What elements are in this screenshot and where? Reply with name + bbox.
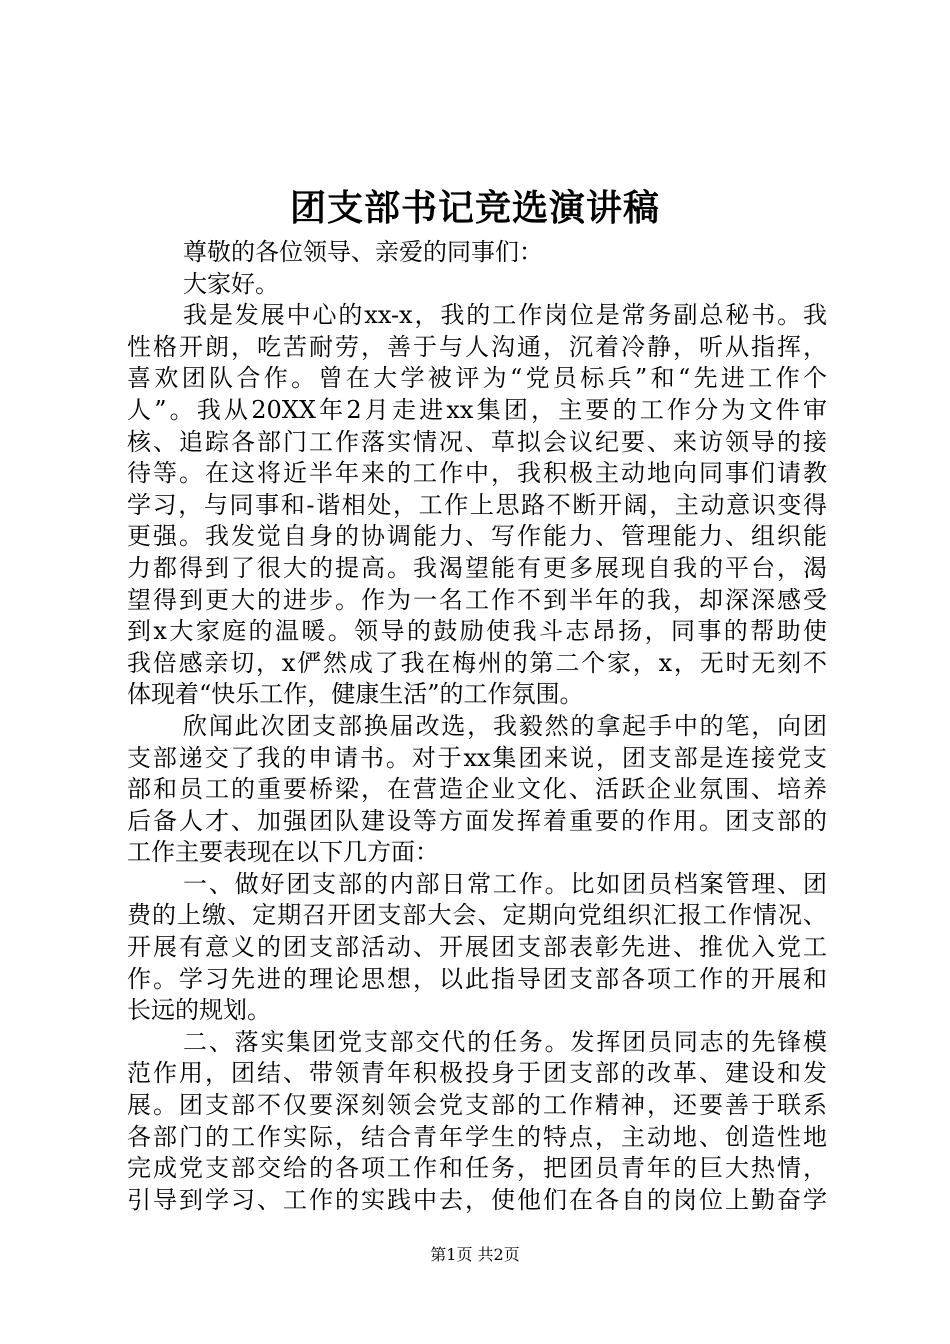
text-line: 待等。在这将近半年来的工作中，我积极主动地向同事们请教 (127, 459, 827, 488)
text-line: 范作用，团结、带领青年积极投身于团支部的改革、建设和发 (127, 1059, 827, 1088)
text-line: 二、落实集团党支部交代的任务。发挥团员同志的先锋模 (183, 1027, 827, 1056)
text-line: 各部门的工作实际，结合青年学生的特点，主动地、创造性地 (127, 1122, 827, 1151)
text-line: 开展有意义的团支部活动、开展团支部表彰先进、推优入党工 (127, 933, 827, 962)
text-line: 我是发展中心的xx-x，我的工作岗位是常务副总秘书。我 (183, 301, 827, 330)
text-line: 力都得到了很大的提高。我渴望能有更多展现自我的平台，渴 (127, 553, 827, 582)
text-line: 望得到更大的进步。作为一名工作不到半年的我，却深深感受 (127, 585, 827, 614)
document-title: 团支部书记竞选演讲稿 (289, 187, 660, 229)
text-line: 欣闻此次团支部换届改选，我毅然的拿起手中的笔，向团 (183, 711, 827, 740)
text-line: 完成党支部交给的各项工作和任务，把团员青年的巨大热情， (127, 1154, 827, 1183)
text-line: 体现着“快乐工作，健康生活”的工作氛围。 (127, 680, 584, 709)
text-line: 支部递交了我的申请书。对于xx集团来说，团支部是连接党支 (127, 743, 827, 772)
text-line: 作。学习先进的理论思想，以此指导团支部各项工作的开展和 (127, 964, 827, 993)
text-line: 核、追踪各部门工作落实情况、草拟会议纪要、来访领导的接 (127, 427, 827, 456)
text-line: 一、做好团支部的内部日常工作。比如团员档案管理、团 (183, 869, 827, 898)
text-line: 尊敬的各位领导、亲爱的同事们： (183, 238, 543, 266)
text-line: 更强。我发觉自身的协调能力、写作能力、管理能力、组织能 (127, 522, 827, 551)
text-line: 长远的规划。 (127, 996, 271, 1025)
document-body (127, 237, 827, 1216)
text-line: 我倍感亲切，x俨然成了我在梅州的第二个家，x，无时无刻不 (127, 648, 827, 677)
text-line: 后备人才、加强团队建设等方面发挥着重要的作用。团支部的 (127, 806, 827, 835)
text-line: 到x大家庭的温暖。领导的鼓励使我斗志昂扬，同事的帮助使 (127, 617, 827, 646)
text-line: 人”。我从20XX年2月走进xx集团，主要的工作分为文件审 (127, 395, 827, 424)
page-footer: 第1页 共2页 (430, 1245, 520, 1264)
text-line: 学习，与同事和-谐相处，工作上思路不断开阔，主动意识变得 (127, 490, 827, 519)
text-line: 喜欢团队合作。曾在大学被评为“党员标兵”和“先进工作个 (127, 364, 827, 393)
text-line: 大家好。 (183, 269, 279, 298)
text-line: 工作主要表现在以下几方面： (127, 838, 439, 867)
text-line: 费的上缴、定期召开团支部大会、定期向党组织汇报工作情况、 (127, 901, 827, 930)
text-line: 性格开朗，吃苦耐劳，善于与人沟通，沉着冷静，听从指挥， (127, 332, 827, 361)
text-line: 部和员工的重要桥梁，在营造企业文化、活跃企业氛围、培养 (127, 775, 827, 804)
text-line: 展。团支部不仅要深刻领会党支部的工作精神，还要善于联系 (127, 1091, 827, 1120)
text-line: 引导到学习、工作的实践中去，使他们在各自的岗位上勤奋学 (127, 1185, 827, 1214)
